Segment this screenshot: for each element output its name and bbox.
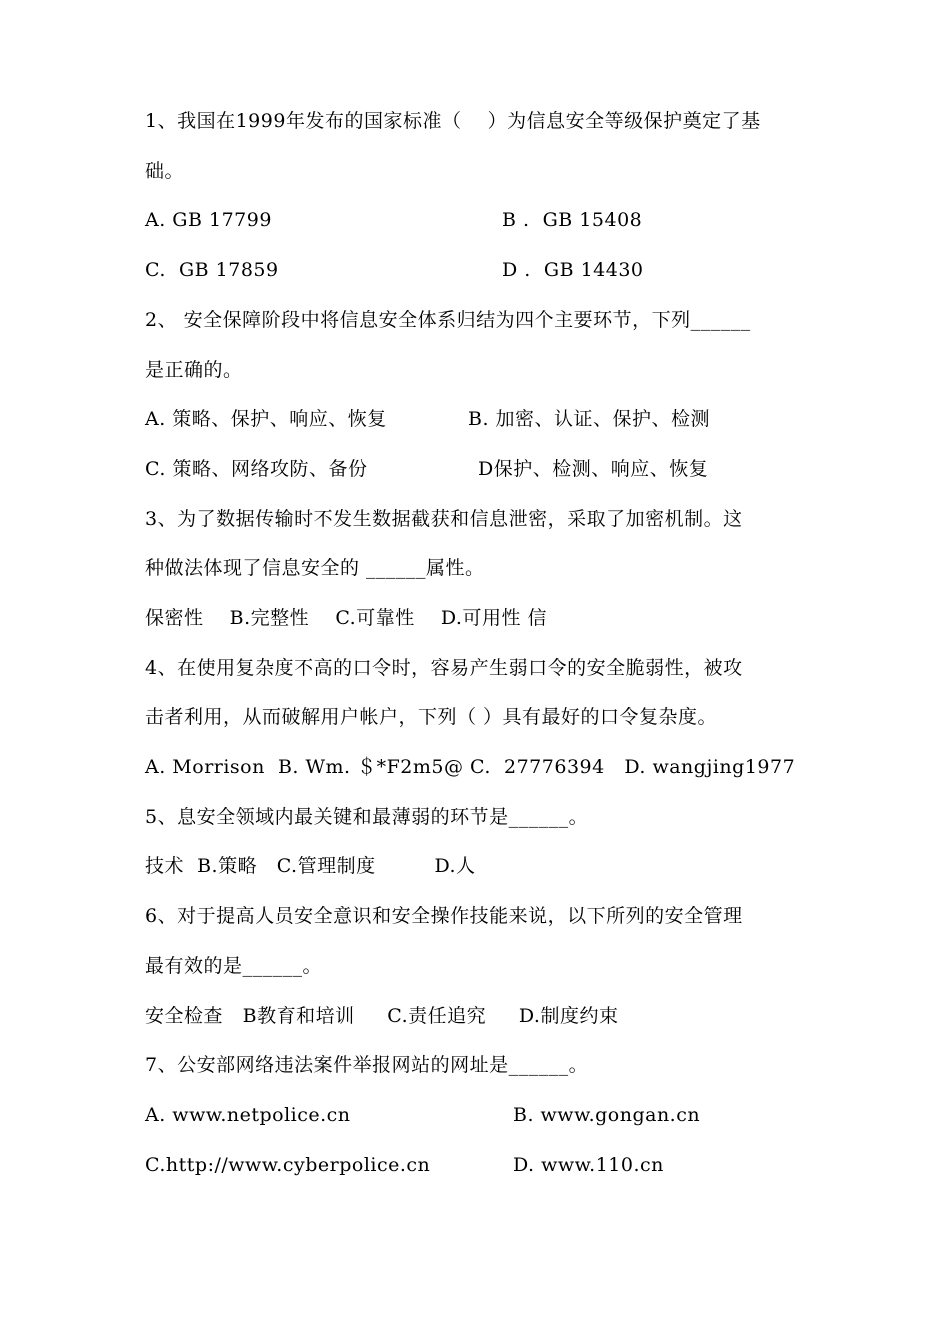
question-6-line-2: 最有效的是______。 [145,955,323,977]
question-1-option-b: B . GB 15408 [502,209,643,231]
question-1-line-1: 1、我国在1999年发布的国家标准（ ）为信息安全等级保护奠定了基 [145,110,761,132]
question-2-line-1: 2、 安全保障阶段中将信息安全体系归结为四个主要环节，下列______ [145,309,751,331]
question-7-option-d: D. www.110.cn [513,1154,664,1176]
question-5-options: 技术 B.策略 C.管理制度 D.人 [145,855,476,877]
question-7-option-c: C.http://www.cyberpolice.cn [145,1154,431,1176]
question-1-line-2: 础。 [145,160,185,182]
question-7-line-1: 7、公安部网络违法案件举报网站的网址是______。 [145,1054,589,1076]
question-2-option-c: C. 策略、网络攻防、备份 [145,458,368,480]
question-1-option-d: D . GB 14430 [502,259,644,281]
question-4-options: A. Morrison B. Wm. ＄*F2m5@ C. 27776394 D. wangjing1977 [145,756,796,778]
question-2-option-d: D保护、检测、响应、恢复 [478,458,709,480]
question-3-options: 保密性 B.完整性 C.可靠性 D.可用性 信 [145,607,548,629]
question-4-line-2: 击者利用，从而破解用户帐户，下列（ ）具有最好的口令复杂度。 [145,706,718,728]
question-2-option-b: B. 加密、认证、保护、检测 [468,408,711,430]
question-2-line-2: 是正确的。 [145,359,243,381]
question-3-line-1: 3、为了数据传输时不发生数据截获和信息泄密，采取了加密机制。这 [145,508,743,530]
question-4-line-1: 4、在使用复杂度不高的口令时，容易产生弱口令的安全脆弱性，被攻 [145,657,743,679]
question-2-option-a: A. 策略、保护、响应、恢复 [145,408,387,430]
question-6-options: 安全检查 B教育和培训 C.责任追究 D.制度约束 [145,1005,619,1027]
question-5-line-1: 5、息安全领域内最关键和最薄弱的环节是______。 [145,806,589,828]
question-1-option-a: A. GB 17799 [145,209,272,231]
question-6-line-1: 6、对于提高人员安全意识和安全操作技能来说，以下所列的安全管理 [145,905,743,927]
question-7-option-b: B. www.gongan.cn [513,1104,701,1126]
question-7-option-a: A. www.netpolice.cn [145,1104,351,1126]
question-3-line-2: 种做法体现了信息安全的 ______属性。 [145,557,485,579]
question-1-option-c: C. GB 17859 [145,259,279,281]
